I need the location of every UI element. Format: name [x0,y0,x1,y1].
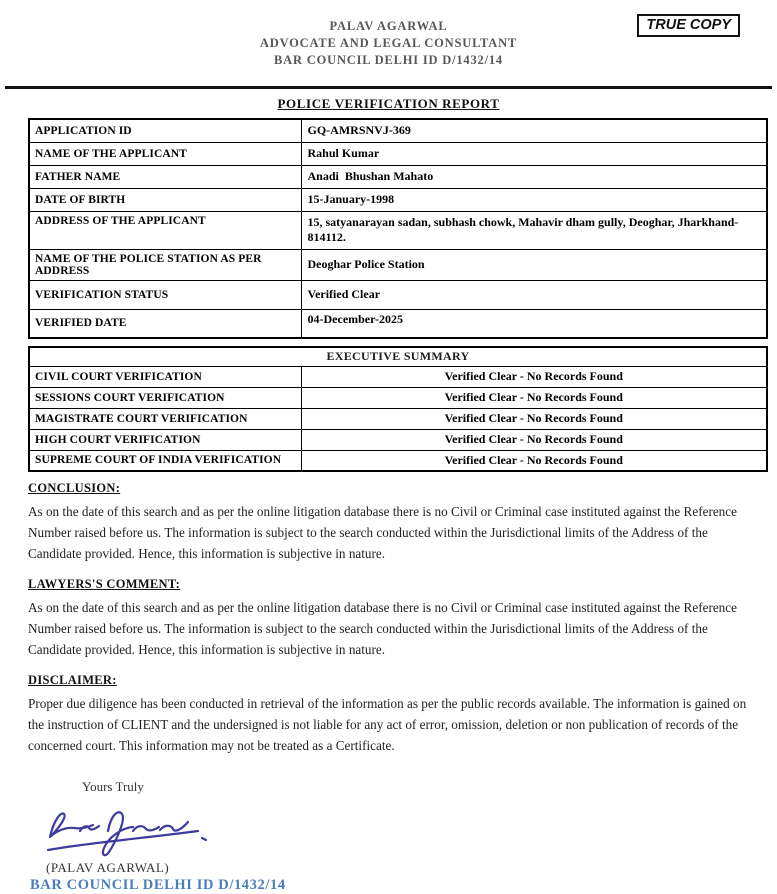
row-label: FATHER NAME [29,165,301,188]
conclusion-section [28,481,750,564]
row-value: Verified Clear - No Records Found [301,387,767,408]
table-row [29,450,767,471]
row-value: 04-December-2025 [301,309,767,338]
row-value: Rahul Kumar [301,142,767,165]
table-row [29,188,767,211]
row-label: ADDRESS OF THE APPLICANT [29,211,301,249]
row-label: NAME OF THE APPLICANT [29,142,301,165]
lawyers-comment-heading: LAWYERS'S COMMENT: [28,577,181,591]
applicant-details-table [28,118,768,339]
advocate-name: PALAV AGARWAL [329,19,448,33]
row-value: GQ-AMRSNVJ-369 [301,119,767,142]
row-label: HIGH COURT VERIFICATION [29,429,301,450]
bar-council-id: BAR COUNCIL DELHI ID D/1432/14 [30,877,286,893]
signatory-name: (PALAV AGARWAL) [46,860,170,875]
advocate-designation: ADVOCATE AND LEGAL CONSULTANT [259,36,518,50]
row-label: CIVIL COURT VERIFICATION [29,366,301,387]
row-label: VERIFICATION STATUS [29,280,301,309]
table-row [29,119,767,142]
row-value: Verified Clear - No Records Found [301,429,767,450]
signature-ink [36,801,216,859]
disclaimer-section [28,673,750,756]
true-copy-stamp: TRUE COPY [637,14,740,37]
row-value: Verified Clear - No Records Found [301,408,767,429]
table-row [29,387,767,408]
row-value: 15-January-1998 [301,188,767,211]
page-title: POLICE VERIFICATION REPORT [277,96,500,111]
table-row [29,280,767,309]
disclaimer-heading: DISCLAIMER: [28,673,117,687]
lawyers-comment-section [28,577,750,660]
row-label: APPLICATION ID [29,119,301,142]
conclusion-heading: CONCLUSION: [28,481,121,495]
signature-strokes [48,812,206,855]
advocate-bar-id: BAR COUNCIL DELHI ID D/1432/14 [274,53,503,67]
row-value: 15, satyanarayan sadan, subhash chowk, Mahavir dham gully, Deoghar, Jharkhand-814112. [301,211,767,249]
table-row [29,249,767,280]
row-value: Anadi Bhushan Mahato [301,165,767,188]
table-row [29,408,767,429]
disclaimer-body: Proper due diligence has been conducted in retrieval of the information as per the public records available. The information is gained on the instruction of CLIENT and the undersigned is not liable for any act of error, omission, deletion or non publication of records of the concerned court. This information may not be treated as a Certificate. [28,696,747,753]
row-label: SESSIONS COURT VERIFICATION [29,387,301,408]
row-value: Verified Clear - No Records Found [301,450,767,471]
closing-text: Yours Truly [82,779,144,794]
table-row [29,165,767,188]
table-header-row [29,347,767,366]
lawyers-comment-body: As on the date of this search and as per the online litigation database there is no Civil or Criminal case instituted against the Reference Number raised before us. The information is subject to the search conducted within the Jurisdictional limits of the Address of the Candidate provided. Hence, this information is subjective in nature. [28,600,737,657]
row-label: MAGISTRATE COURT VERIFICATION [29,408,301,429]
table-row [29,211,767,249]
row-value: Deoghar Police Station [301,249,767,280]
row-value: Verified Clear [301,280,767,309]
executive-summary-heading: EXECUTIVE SUMMARY [29,347,767,366]
table-row [29,142,767,165]
conclusion-body: As on the date of this search and as per the online litigation database there is no Civil or Criminal case instituted against the Reference Number raised before us. The information is subject to the search conducted within the Jurisdictional limits of the Address of the Candidate provided. Hence, this information is subjective in nature. [28,504,737,561]
row-label: DATE OF BIRTH [29,188,301,211]
row-label: SUPREME COURT OF INDIA VERIFICATION [29,450,301,471]
header-divider [5,86,772,89]
table-row [29,309,767,338]
row-value: Verified Clear - No Records Found [301,366,767,387]
executive-summary-table [28,346,768,472]
table-row [29,429,767,450]
row-label: NAME OF THE POLICE STATION AS PER ADDRESS [29,249,301,280]
row-label: VERIFIED DATE [29,309,301,338]
table-row [29,366,767,387]
